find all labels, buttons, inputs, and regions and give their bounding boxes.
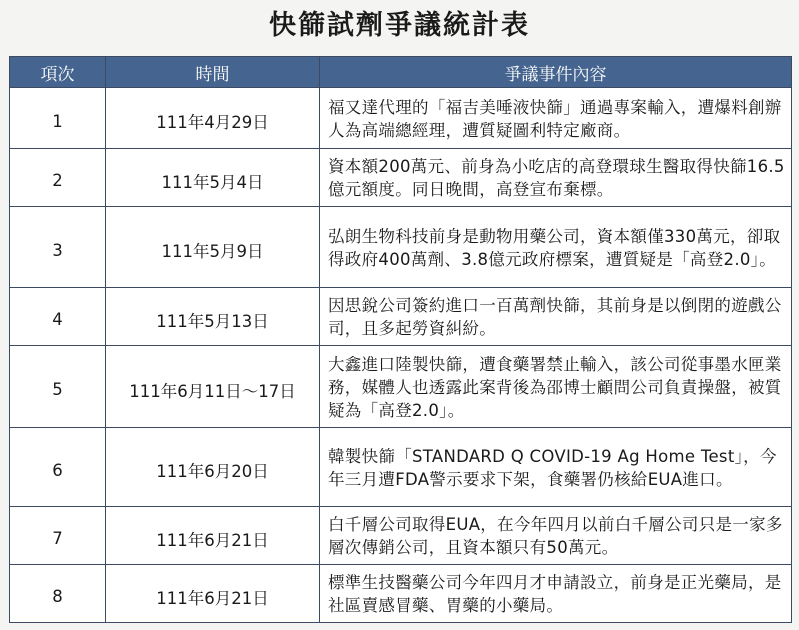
row-description: 因思銳公司簽約進口一百萬劑快篩，其前身是以倒閉的遊戲公司，且多起勞資糾紛。	[320, 288, 792, 346]
table-row	[10, 149, 792, 207]
row-date: 111年6月21日	[106, 507, 320, 565]
row-number: 2	[10, 149, 106, 207]
row-description: 弘朗生物科技前身是動物用藥公司，資本額僅330萬元，卻取得政府400萬劑、3.8億元政府標案，遭質疑是「高登2.0」。	[320, 207, 792, 288]
table-header-row	[10, 57, 792, 88]
row-number: 6	[10, 428, 106, 507]
row-date: 111年5月13日	[106, 288, 320, 346]
dispute-table	[9, 56, 792, 623]
table-row	[10, 507, 792, 565]
row-description: 標準生技醫藥公司今年四月才申請設立，前身是正光藥局，是社區賣感冒藥、胃藥的小藥局。	[320, 565, 792, 623]
row-number: 1	[10, 88, 106, 149]
row-date: 111年6月20日	[106, 428, 320, 507]
table-row	[10, 207, 792, 288]
row-number: 8	[10, 565, 106, 623]
row-date: 111年6月21日	[106, 565, 320, 623]
header-date: 時間	[106, 57, 320, 88]
row-date: 111年6月11日～17日	[106, 346, 320, 428]
row-date: 111年5月9日	[106, 207, 320, 288]
row-number: 5	[10, 346, 106, 428]
header-desc: 爭議事件內容	[320, 57, 792, 88]
header-no: 項次	[10, 57, 106, 88]
table-row	[10, 428, 792, 507]
row-description: 資本額200萬元、前身為小吃店的高登環球生醫取得快篩16.5億元額度。同日晚間，高登宣布棄標。	[320, 149, 792, 207]
table-row	[10, 288, 792, 346]
table-row	[10, 88, 792, 149]
table-row	[10, 565, 792, 623]
table-row	[10, 346, 792, 428]
row-number: 7	[10, 507, 106, 565]
document-title: 快篩試劑爭議統計表	[269, 10, 530, 41]
row-description: 白千層公司取得EUA，在今年四月以前白千層公司只是一家多層次傳銷公司，且資本額只有50萬元。	[320, 507, 792, 565]
row-date: 111年4月29日	[106, 88, 320, 149]
row-date: 111年5月4日	[106, 149, 320, 207]
row-description: 福又達代理的「福吉美唾液快篩」通過專案輸入，遭爆料創辦人為高端總經理，遭質疑圖利特定廠商。	[320, 88, 792, 149]
row-number: 4	[10, 288, 106, 346]
row-description: 大鑫進口陸製快篩，遭食藥署禁止輸入，該公司從事墨水匣業務，媒體人也透露此案背後為邵博士顧問公司負責操盤，被質疑為「高登2.0」。	[320, 346, 792, 428]
row-description: 韓製快篩「STANDARD Q COVID-19 Ag Home Test」，今年三月遭FDA警示要求下架，食藥署仍核給EUA進口。	[320, 428, 792, 507]
row-number: 3	[10, 207, 106, 288]
